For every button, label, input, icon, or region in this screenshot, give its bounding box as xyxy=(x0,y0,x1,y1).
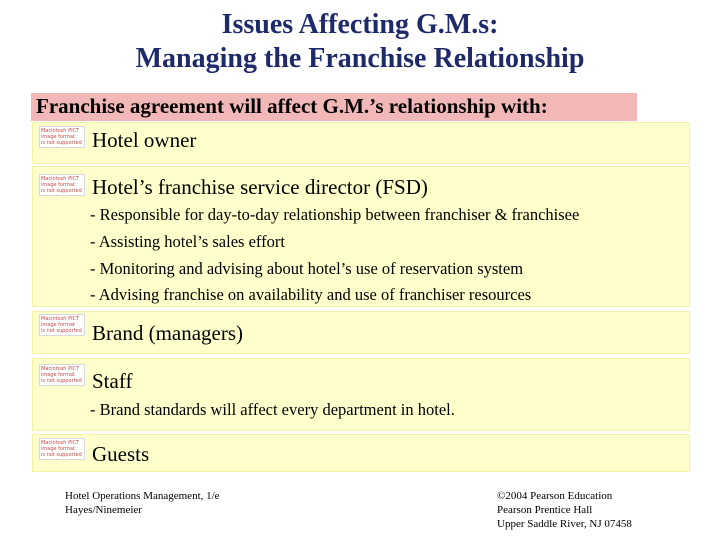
slide-title xyxy=(0,8,720,76)
sub-item: - Advising franchise on availability and use of franchiser resources xyxy=(90,285,532,304)
list-item-hotel-owner xyxy=(31,121,691,165)
footer-left xyxy=(65,489,220,517)
unsupported-image-icon: Macintosh PICT image format is not supported xyxy=(39,438,85,460)
list-item-label: Staff xyxy=(92,369,133,393)
list-item-label: Hotel’s franchise service director (FSD) xyxy=(92,175,428,199)
footer-copyright: ©2004 Pearson Education xyxy=(497,490,613,502)
sub-item: - Responsible for day-to-day relationship between franchiser & franchisee xyxy=(90,205,580,224)
sub-item: - Monitoring and advising about hotel’s use of reservation system xyxy=(90,259,524,278)
footer-publisher: Pearson Prentice Hall xyxy=(497,504,593,516)
list-item-guests xyxy=(31,433,691,473)
list-item-staff xyxy=(31,357,691,432)
unsupported-image-icon: Macintosh PICT image format is not supported xyxy=(39,314,85,336)
unsupported-image-icon: Macintosh PICT image format is not supported xyxy=(39,174,85,196)
list-item-brand-managers xyxy=(31,310,691,355)
list-item-label: Guests xyxy=(92,442,150,466)
unsupported-image-icon: Macintosh PICT image format is not supported xyxy=(39,364,85,386)
footer-book-title: Hotel Operations Management, 1/e xyxy=(65,490,220,502)
title-line-1: Issues Affecting G.M.s: xyxy=(221,9,499,40)
section-subheader: Franchise agreement will affect G.M.’s relationship with: xyxy=(31,93,637,121)
footer-right xyxy=(497,489,632,531)
sub-item: - Brand standards will affect every department in hotel. xyxy=(90,400,455,419)
list-item-label: Brand (managers) xyxy=(92,321,244,345)
list-item-fsd xyxy=(31,165,691,308)
footer-address: Upper Saddle River, NJ 07458 xyxy=(497,518,632,530)
title-line-2: Managing the Franchise Relationship xyxy=(135,43,585,74)
sub-item: - Assisting hotel’s sales effort xyxy=(90,232,285,251)
unsupported-image-icon: Macintosh PICT image format is not supported xyxy=(39,126,85,148)
footer-authors: Hayes/Ninemeier xyxy=(65,504,142,516)
list-item-label: Hotel owner xyxy=(92,128,197,152)
